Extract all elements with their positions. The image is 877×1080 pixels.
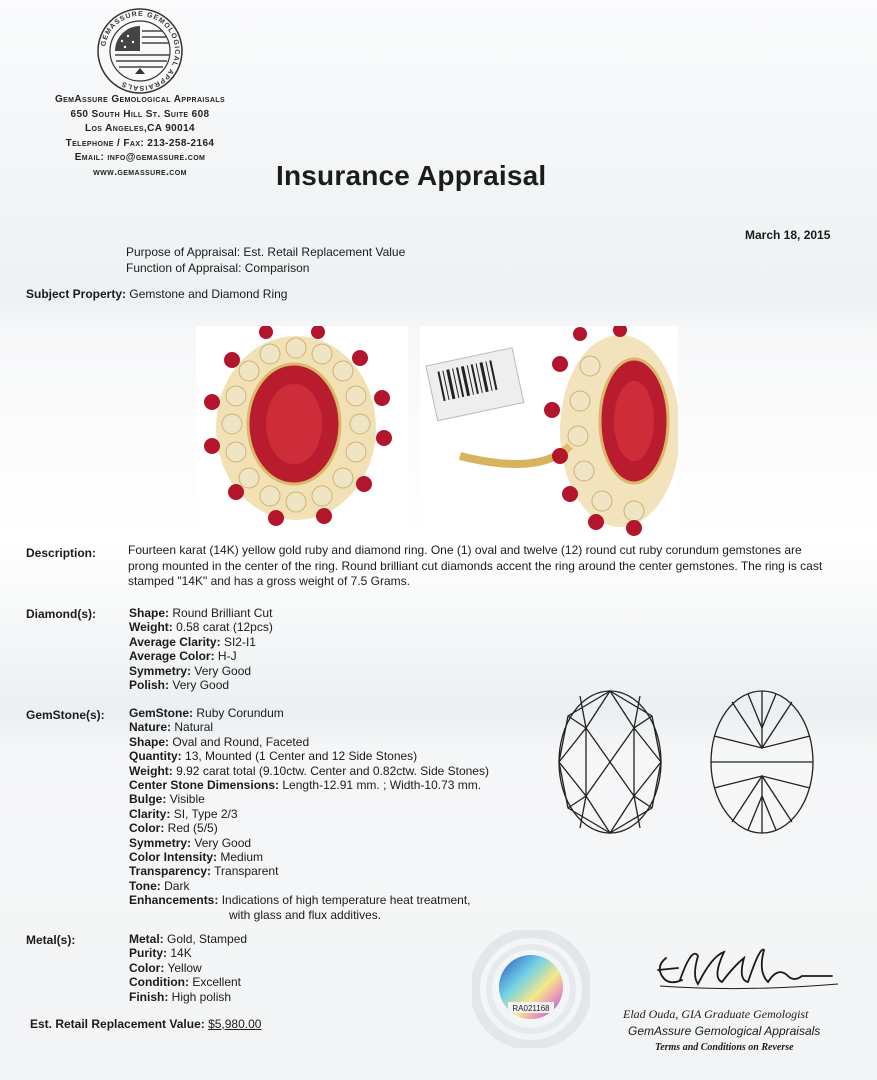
diamonds-label: Diamond(s): [26,607,96,621]
spec-key: Nature: [129,720,172,735]
description-text: Fourteen karat (14K) yellow gold ruby and diamond ring. One (1) oval and twelve (12) round cut ruby corundum gemstones are prong mounted in the center of the ring. Round brilliant cut diamonds accent the ring around the center gemstones. The ring is cast stamped "14K" and has a gross weight of 7.5 Grams. [128,543,823,588]
spec-row [129,879,489,893]
spec-row [129,735,489,749]
spec-key: Symmetry: [129,835,192,850]
email: Email: info@gemassure.com [74,152,206,164]
spec-row [129,620,273,634]
spec-value: Transparent [214,864,279,879]
spec-key: Shape: [129,734,170,749]
gemstones-label: GemStone(s): [26,708,105,722]
spec-value: Yellow [167,960,202,975]
spec-key: Color Intensity: [129,850,218,865]
spec-value: 14K [170,946,192,961]
function-of-appraisal: Function of Appraisal: Comparison [126,261,310,275]
spec-value: Excellent [192,975,242,990]
spec-value: Round Brilliant Cut [172,606,273,620]
spec-row [129,664,273,678]
spec-key: Quantity: [129,749,182,764]
spec-value: Gold, Stamped [167,932,248,946]
spec-row [129,678,273,692]
appraisal-date: March 18, 2015 [745,228,831,242]
spec-key: Enhancements: [129,893,219,908]
spec-key: Color: [129,960,165,975]
spec-row [129,764,489,778]
oval-crown-diagram [556,688,664,836]
spec-row [129,836,489,850]
purpose-of-appraisal: Purpose of Appraisal: Est. Retail Replacement Value [126,245,406,259]
spec-key: Average Color: [129,649,215,664]
spec-row [129,778,489,792]
spec-row [129,821,489,835]
gemstones-specs [129,706,489,922]
hologram-seal [472,930,590,1048]
spec-key: Clarity: [129,806,171,821]
phone: Telephone / Fax: 213-258-2164 [65,137,215,149]
subject-property [26,287,287,301]
seal-code: RA021168 [512,1004,550,1013]
spec-row [129,807,489,821]
spec-row [129,946,247,960]
spec-key: Tone: [129,878,161,893]
spec-row [129,749,489,763]
spec-value: Length-12.91 mm. ; Width-10.73 mm. [282,778,482,793]
diamonds-specs [129,606,273,692]
retail-amount: $5,980.00 [208,1017,262,1031]
spec-value: SI, Type 2/3 [173,806,238,821]
page-title: Insurance Appraisal [276,160,547,191]
spec-value: Natural [174,720,214,735]
spec-key: Polish: [129,678,170,693]
appraiser-company: GemAssure Gemological Appraisals [628,1024,821,1038]
spec-value: SI2-I1 [223,634,256,649]
subject-value: Gemstone and Diamond Ring [129,287,288,301]
spec-value: 0.58 carat (12pcs) [176,620,273,635]
spec-value: Very Good [194,663,252,678]
spec-key: Purity: [129,946,168,961]
spec-key: Shape: [129,606,170,620]
gemassure-logo [95,6,185,96]
spec-key: Average Clarity: [129,634,221,649]
spec-key: Bulge: [129,792,167,807]
spec-value: Indications of high temperature heat treatment, [221,893,471,908]
spec-key: Metal: [129,932,164,946]
spec-row [129,635,273,649]
spec-value: Oval and Round, Faceted [172,734,310,749]
address-line-1: 650 South Hill St. Suite 608 [70,108,210,120]
spec-key: Weight: [129,620,173,635]
spec-row [129,975,247,989]
spec-row [129,850,489,864]
retail-replacement-value [30,1017,261,1031]
spec-row [129,706,489,720]
company-address-block [0,93,280,181]
spec-key: Finish: [129,989,169,1004]
appraiser-signature [652,936,842,1004]
spec-key: Transparency: [129,864,212,879]
spec-key: Condition: [129,975,189,990]
spec-key: Center Stone Dimensions: [129,778,280,793]
ring-photo-side [420,326,678,540]
company-name: GemAssure Gemological Appraisals [54,94,226,105]
appraiser-name: Elad Ouda, GIA Graduate Gemologist [623,1007,809,1021]
svg-text:GEMASSURE GEMOLOGICAL APPRAISA: GEMASSURE GEMOLOGICAL APPRAISALS [100,10,181,92]
metals-label: Metal(s): [26,933,76,947]
retail-label: Est. Retail Replacement Value: [30,1017,205,1031]
spec-row [129,893,489,907]
spec-key: Weight: [129,763,173,778]
enhancements-continued: with glass and flux additives. [229,907,382,922]
spec-value: Medium [220,850,264,865]
spec-value: H-J [217,649,237,664]
spec-value: Very Good [194,835,252,850]
spec-value: High polish [171,989,232,1004]
spec-row [129,792,489,806]
spec-value: Red (5/5) [167,821,218,836]
subject-label: Subject Property: [26,287,127,301]
purpose-block [126,244,405,276]
spec-row [129,990,247,1004]
website: www.gemassure.com [93,166,187,178]
spec-value: Ruby Corundum [196,706,284,720]
spec-row [129,649,273,663]
oval-pavilion-diagram [708,688,816,836]
spec-value: Visible [169,792,205,807]
spec-row [129,606,273,620]
spec-value: 13, Mounted (1 Center and 12 Side Stones) [185,749,418,764]
description-label: Description: [26,546,97,560]
spec-value: Dark [164,878,190,893]
address-line-2: Los Angeles,CA 90014 [84,123,196,135]
metals-specs [129,932,247,1004]
spec-row [129,961,247,975]
spec-key: GemStone: [129,706,194,720]
spec-value: Very Good [172,678,230,693]
spec-row [129,864,489,878]
spec-key: Color: [129,821,165,836]
spec-value: 9.92 carat total (9.10ctw. Center and 0.82ctw. Side Stones) [176,763,489,778]
spec-row [129,720,489,734]
spec-key: Symmetry: [129,663,192,678]
terms-link: Terms and Conditions on Reverse [655,1042,794,1053]
spec-row [129,932,247,946]
ring-photo-front [196,326,408,540]
